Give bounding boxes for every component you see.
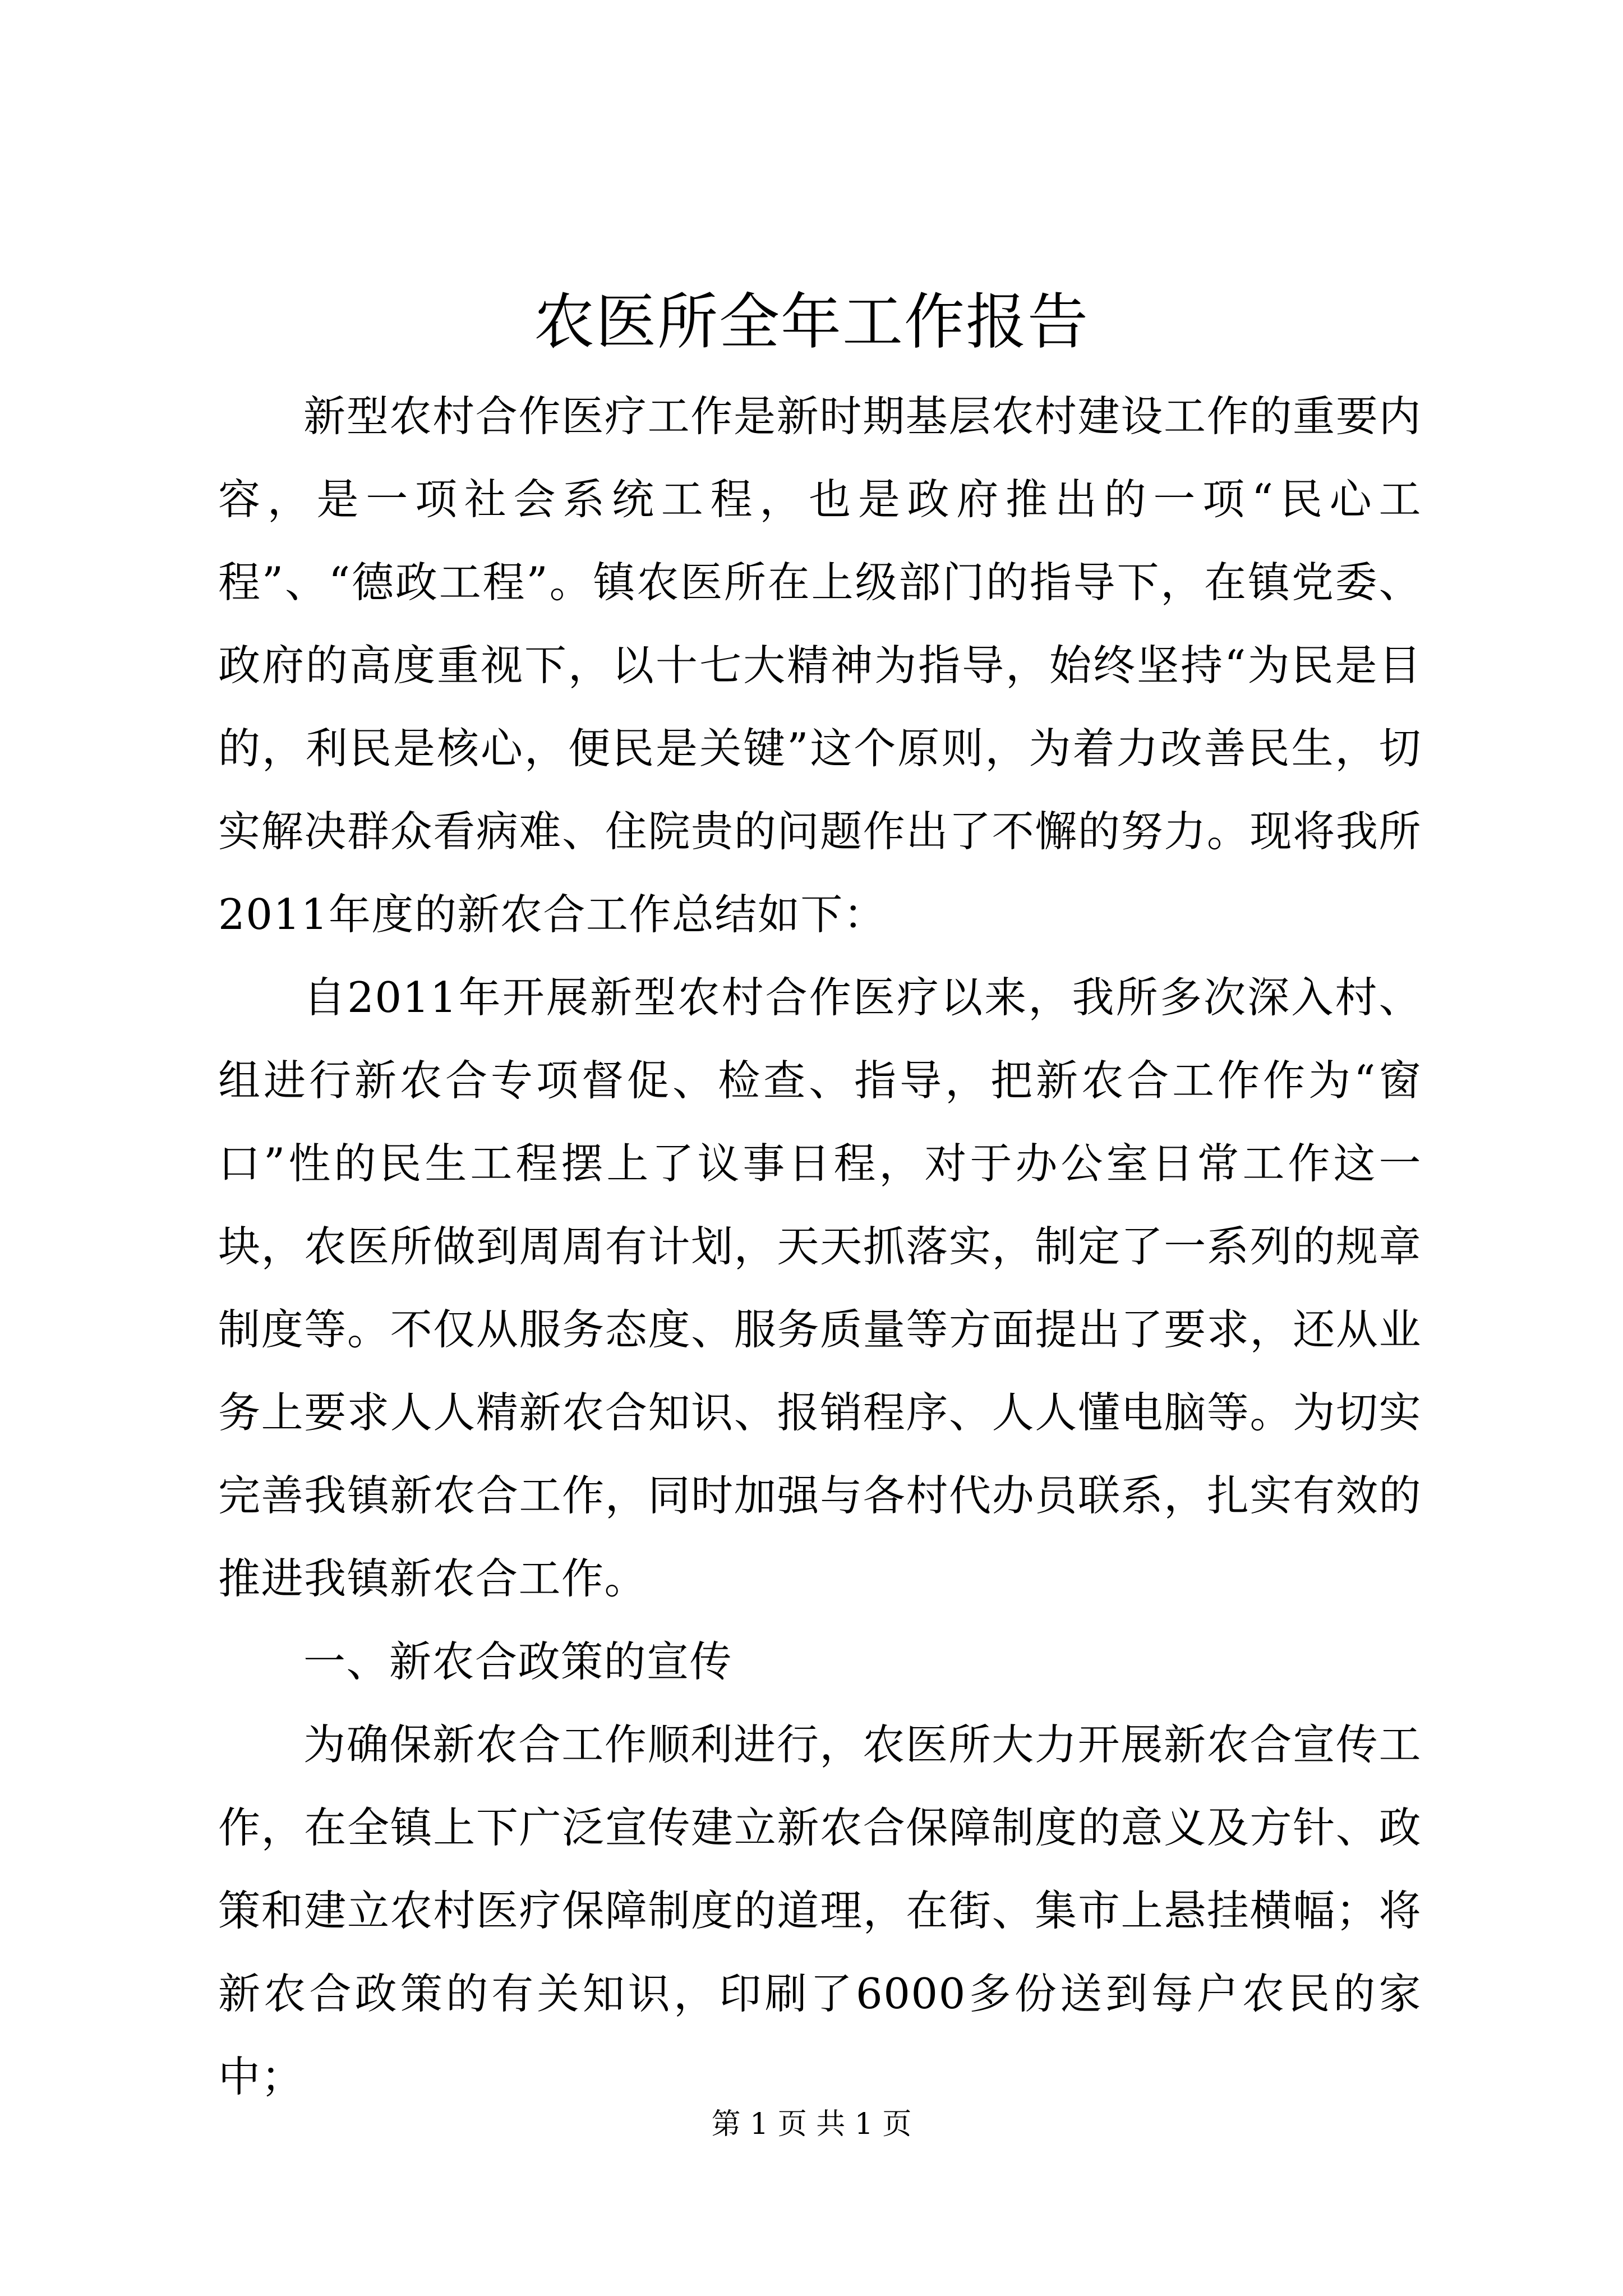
section-paragraph: 为确保新农合工作顺利进行，农医所大力开展新农合宣传工作，在全镇上下广泛宣传建立新农合保障制度的意义及方针、政策和建立农村医疗保障制度的道理，在街、集市上悬挂横幅；将新农合政策的有关知识，印刷了6000多份送到每户农民的家中； <box>218 1720 1422 2101</box>
section-heading: 一、新农合政策的宣传 <box>303 1637 733 1686</box>
document-title: 农医所全年工作报告 <box>533 287 1089 357</box>
document-body <box>218 375 1422 2118</box>
page-footer: 第 1 页 共 1 页 <box>711 2108 912 2141</box>
intro-paragraph: 新型农村合作医疗工作是新时期基层农村建设工作的重要内容，是一项社会系统工程，也是政府推出的一项“民心工程”、“德政工程”。镇农医所在上级部门的指导下，在镇党委、政府的高度重视下，以十七大精神为指导，始终坚持“为民是目的，利民是核心，便民是关键”这个原则，为着力改善民生，切实解决群众看病难、住院贵的问题作出了不懈的努力。现将我所2011年度的新农合工作总结如下： <box>218 392 1422 939</box>
work-summary-paragraph: 自2011年开展新型农村合作医疗以来，我所多次深入村、组进行新农合专项督促、检查、指导，把新农合工作作为“窗口”性的民生工程摆上了议事日程，对于办公室日常工作这一块，农医所做到周周有计划，天天抓落实，制定了一系列的规章制度等。不仅从服务态度、服务质量等方面提出了要求，还从业务上要求人人精新农合知识、报销程序、人人懂电脑等。为切实完善我镇新农合工作，同时加强与各村代办员联系，扎实有效的推进我镇新农合工作。 <box>218 973 1422 1603</box>
